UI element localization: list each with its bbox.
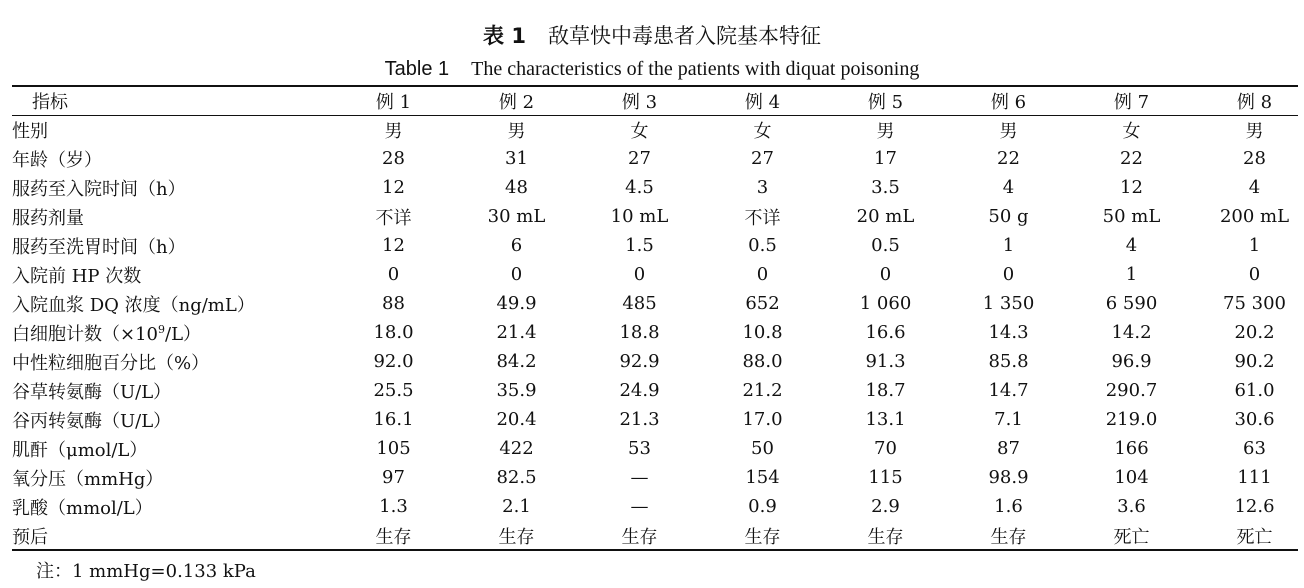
table-cell-case-8: 男 <box>1245 120 1264 142</box>
table-cell-case-8: 63 <box>1243 438 1266 459</box>
table-cell-case-3: 27 <box>628 148 651 169</box>
table-cell-case-8: 90.2 <box>1234 351 1275 372</box>
table-cell-case-7: 290.7 <box>1105 380 1158 401</box>
table-cell-case-4: 生存 <box>744 526 781 548</box>
table-cell-case-3: 92.9 <box>619 351 660 372</box>
table-cell-case-6: 7.1 <box>994 409 1023 430</box>
table-cell-case-5: 91.3 <box>865 351 906 372</box>
table-cell-case-7: 3.6 <box>1117 496 1146 517</box>
table-cell-case-6: 50 g <box>988 206 1029 227</box>
table-cell-case-1: 92.0 <box>373 351 414 372</box>
table-cell-case-5: 0.5 <box>871 235 900 256</box>
table-cell-case-6: 1 <box>1002 235 1015 256</box>
table-number-cn: 表 1 <box>483 24 526 48</box>
header-case-8: 例 8 <box>1236 92 1273 113</box>
table-cell-case-3: 4.5 <box>625 177 654 198</box>
table-row <box>12 144 1304 173</box>
row-label: 性别 <box>12 120 48 142</box>
table-cell-case-1: 12 <box>382 177 405 198</box>
table-cell-case-1: 0 <box>387 264 400 285</box>
table-row <box>12 521 1304 550</box>
table-cell-case-4: 21.2 <box>742 380 783 401</box>
table-cell-case-6: 14.7 <box>988 380 1029 401</box>
table-cell-case-2: 0 <box>510 264 523 285</box>
table-title-cn: 敌草快中毒患者入院基本特征 <box>547 24 821 48</box>
table-footnote: 注：1 mmHg=0.133 kPa <box>36 561 256 582</box>
table-cell-case-5: 70 <box>874 438 897 459</box>
header-case-4: 例 4 <box>744 92 781 113</box>
table-body <box>12 115 1304 550</box>
table-cell-case-5: 男 <box>876 120 895 142</box>
table-title-en: The characteristics of the patients with diquat poisoning <box>471 58 920 80</box>
header-case-7: 例 7 <box>1113 92 1150 113</box>
table-cell-case-3: 18.8 <box>619 322 660 343</box>
table-cell-case-4: 0.5 <box>748 235 777 256</box>
table-cell-case-5: 13.1 <box>865 409 906 430</box>
row-label-unit: /L） <box>165 323 202 345</box>
table-cell-case-7: 96.9 <box>1111 351 1152 372</box>
table-cell-case-6: 4 <box>1002 177 1015 198</box>
row-label <box>12 318 332 347</box>
table-cell-case-3: — <box>630 467 649 488</box>
table-cell-case-5: 17 <box>874 148 897 169</box>
table-cell-case-8: 4 <box>1248 177 1261 198</box>
table-cell-case-2: 20.4 <box>496 409 537 430</box>
table-cell-case-4: 88.0 <box>742 351 783 372</box>
table-cell-case-7: 4 <box>1125 235 1138 256</box>
patient-characteristics-table <box>12 87 1304 550</box>
table-cell-case-4: 3 <box>756 177 769 198</box>
table-cell-case-8: 12.6 <box>1234 496 1275 517</box>
table-cell-case-5: 16.6 <box>865 322 906 343</box>
table-cell-case-7: 12 <box>1120 177 1143 198</box>
table-cell-case-1: 18.0 <box>373 322 414 343</box>
table-cell-case-8: 20.2 <box>1234 322 1275 343</box>
table-cell-case-2: 82.5 <box>496 467 537 488</box>
table-row <box>12 231 1304 260</box>
table-cell-case-2: 2.1 <box>502 496 531 517</box>
table-cell-case-3: 485 <box>622 293 657 314</box>
table-cell-case-8: 28 <box>1243 148 1266 169</box>
row-label: 预后 <box>12 526 48 548</box>
header-indicator: 指标 <box>32 92 68 113</box>
table-cell-case-6: 22 <box>997 148 1020 169</box>
table-cell-case-1: 105 <box>376 438 411 459</box>
table-cell-case-4: 不详 <box>744 207 781 229</box>
row-label: 年龄（岁） <box>12 149 102 171</box>
table-row <box>12 173 1304 202</box>
table-cell-case-7: 死亡 <box>1113 526 1150 548</box>
table-cell-case-6: 85.8 <box>988 351 1029 372</box>
table-cell-case-1: 男 <box>384 120 403 142</box>
table-cell-case-5: 1 060 <box>859 293 912 314</box>
table-cell-case-8: 111 <box>1237 467 1272 488</box>
table-cell-case-6: 1.6 <box>994 496 1023 517</box>
row-label: 谷草转氨酶（U/L） <box>12 381 172 403</box>
table-row <box>12 492 1304 521</box>
table-row <box>12 260 1304 289</box>
table-cell-case-6: 87 <box>997 438 1020 459</box>
table-cell-case-5: 115 <box>868 467 903 488</box>
table-cell-case-2: 30 mL <box>487 206 546 227</box>
table-cell-case-4: 女 <box>753 120 772 142</box>
table-row <box>12 202 1304 231</box>
header-case-1: 例 1 <box>375 92 412 113</box>
table-cell-case-6: 1 350 <box>982 293 1035 314</box>
table-cell-case-1: 不详 <box>375 207 412 229</box>
row-label: 服药至洗胃时间（h） <box>12 236 186 258</box>
table-cell-case-2: 男 <box>507 120 526 142</box>
table-cell-case-5: 20 mL <box>856 206 915 227</box>
row-label: 服药剂量 <box>12 207 84 229</box>
table-cell-case-8: 30.6 <box>1234 409 1275 430</box>
table-cell-case-5: 3.5 <box>871 177 900 198</box>
header-case-5: 例 5 <box>867 92 904 113</box>
table-cell-case-3: — <box>630 496 649 517</box>
header-case-2: 例 2 <box>498 92 535 113</box>
table-cell-case-3: 24.9 <box>619 380 660 401</box>
row-label: 乳酸（mmol/L） <box>12 497 153 519</box>
header-case-6: 例 6 <box>990 92 1027 113</box>
table-cell-case-2: 48 <box>505 177 528 198</box>
table-cell-case-1: 88 <box>382 293 405 314</box>
row-label: 中性粒细胞百分比（%） <box>12 352 210 374</box>
table-row <box>12 434 1304 463</box>
row-label: 肌酐（μmol/L） <box>12 439 148 461</box>
table-row <box>12 115 1304 144</box>
table-cell-case-4: 10.8 <box>742 322 783 343</box>
row-label: 服药至入院时间（h） <box>12 178 186 200</box>
table-cell-case-1: 1.3 <box>379 496 408 517</box>
table-row <box>12 318 1304 347</box>
table-cell-case-1: 生存 <box>375 526 412 548</box>
table-cell-case-2: 84.2 <box>496 351 537 372</box>
table-cell-case-5: 18.7 <box>865 380 906 401</box>
table-cell-case-4: 0.9 <box>748 496 777 517</box>
table-cell-case-3: 1.5 <box>625 235 654 256</box>
table-cell-case-3: 女 <box>630 120 649 142</box>
table-cell-case-7: 14.2 <box>1111 322 1152 343</box>
table-cell-case-7: 女 <box>1122 120 1141 142</box>
table-row <box>12 347 1304 376</box>
table-row <box>12 405 1304 434</box>
table-cell-case-4: 0 <box>756 264 769 285</box>
row-label: 谷丙转氨酶（U/L） <box>12 410 172 432</box>
table-row <box>12 376 1304 405</box>
table-cell-case-3: 21.3 <box>619 409 660 430</box>
table-cell-case-6: 14.3 <box>988 322 1029 343</box>
table-cell-case-1: 16.1 <box>373 409 414 430</box>
table-cell-case-1: 25.5 <box>373 380 414 401</box>
table-cell-case-8: 61.0 <box>1234 380 1275 401</box>
table-cell-case-2: 422 <box>499 438 534 459</box>
table-cell-case-7: 6 590 <box>1105 293 1158 314</box>
table-cell-case-7: 104 <box>1114 467 1149 488</box>
table-caption-en <box>0 54 1304 83</box>
row-label: 氧分压（mmHg） <box>12 468 164 490</box>
table-cell-case-4: 154 <box>745 467 780 488</box>
table-cell-case-4: 27 <box>751 148 774 169</box>
table-cell-case-2: 49.9 <box>496 293 537 314</box>
table-cell-case-8: 0 <box>1248 264 1261 285</box>
table-cell-case-7: 219.0 <box>1105 409 1158 430</box>
row-label: 入院前 HP 次数 <box>12 265 142 287</box>
table-cell-case-2: 31 <box>505 148 528 169</box>
table-cell-case-5: 2.9 <box>871 496 900 517</box>
table-cell-case-3: 生存 <box>621 526 658 548</box>
table-number-en: Table 1 <box>384 58 450 80</box>
table-cell-case-7: 1 <box>1125 264 1138 285</box>
table-cell-case-4: 652 <box>745 293 780 314</box>
table-cell-case-7: 50 mL <box>1102 206 1161 227</box>
table-cell-case-7: 166 <box>1114 438 1149 459</box>
table-cell-case-8: 75 300 <box>1223 293 1286 314</box>
table-cell-case-3: 53 <box>628 438 651 459</box>
table-header-row <box>12 87 1304 115</box>
table-cell-case-2: 35.9 <box>496 380 537 401</box>
table-row <box>12 289 1304 318</box>
table-cell-case-1: 28 <box>382 148 405 169</box>
table-caption-cn <box>0 22 1304 50</box>
header-case-3: 例 3 <box>621 92 658 113</box>
table-cell-case-5: 生存 <box>867 526 904 548</box>
table-cell-case-8: 200 mL <box>1219 206 1290 227</box>
table-cell-case-2: 21.4 <box>496 322 537 343</box>
table-cell-case-8: 1 <box>1248 235 1261 256</box>
table-cell-case-1: 97 <box>382 467 405 488</box>
table-cell-case-8: 死亡 <box>1236 526 1273 548</box>
table-cell-case-6: 生存 <box>990 526 1027 548</box>
row-label: 入院血浆 DQ 浓度（ng/mL） <box>12 294 255 316</box>
table-cell-case-4: 50 <box>751 438 774 459</box>
row-label-superscript: 9 <box>158 322 165 336</box>
table-cell-case-6: 98.9 <box>988 467 1029 488</box>
table-cell-case-3: 10 mL <box>610 206 669 227</box>
table-cell-case-6: 0 <box>1002 264 1015 285</box>
table-cell-case-2: 6 <box>510 235 523 256</box>
table-cell-case-2: 生存 <box>498 526 535 548</box>
table-cell-case-1: 12 <box>382 235 405 256</box>
table-cell-case-5: 0 <box>879 264 892 285</box>
table-row <box>12 463 1304 492</box>
table-cell-case-7: 22 <box>1120 148 1143 169</box>
table-cell-case-3: 0 <box>633 264 646 285</box>
table-cell-case-6: 男 <box>999 120 1018 142</box>
row-label-text: 白细胞计数（×10 <box>12 323 158 345</box>
table-cell-case-4: 17.0 <box>742 409 783 430</box>
